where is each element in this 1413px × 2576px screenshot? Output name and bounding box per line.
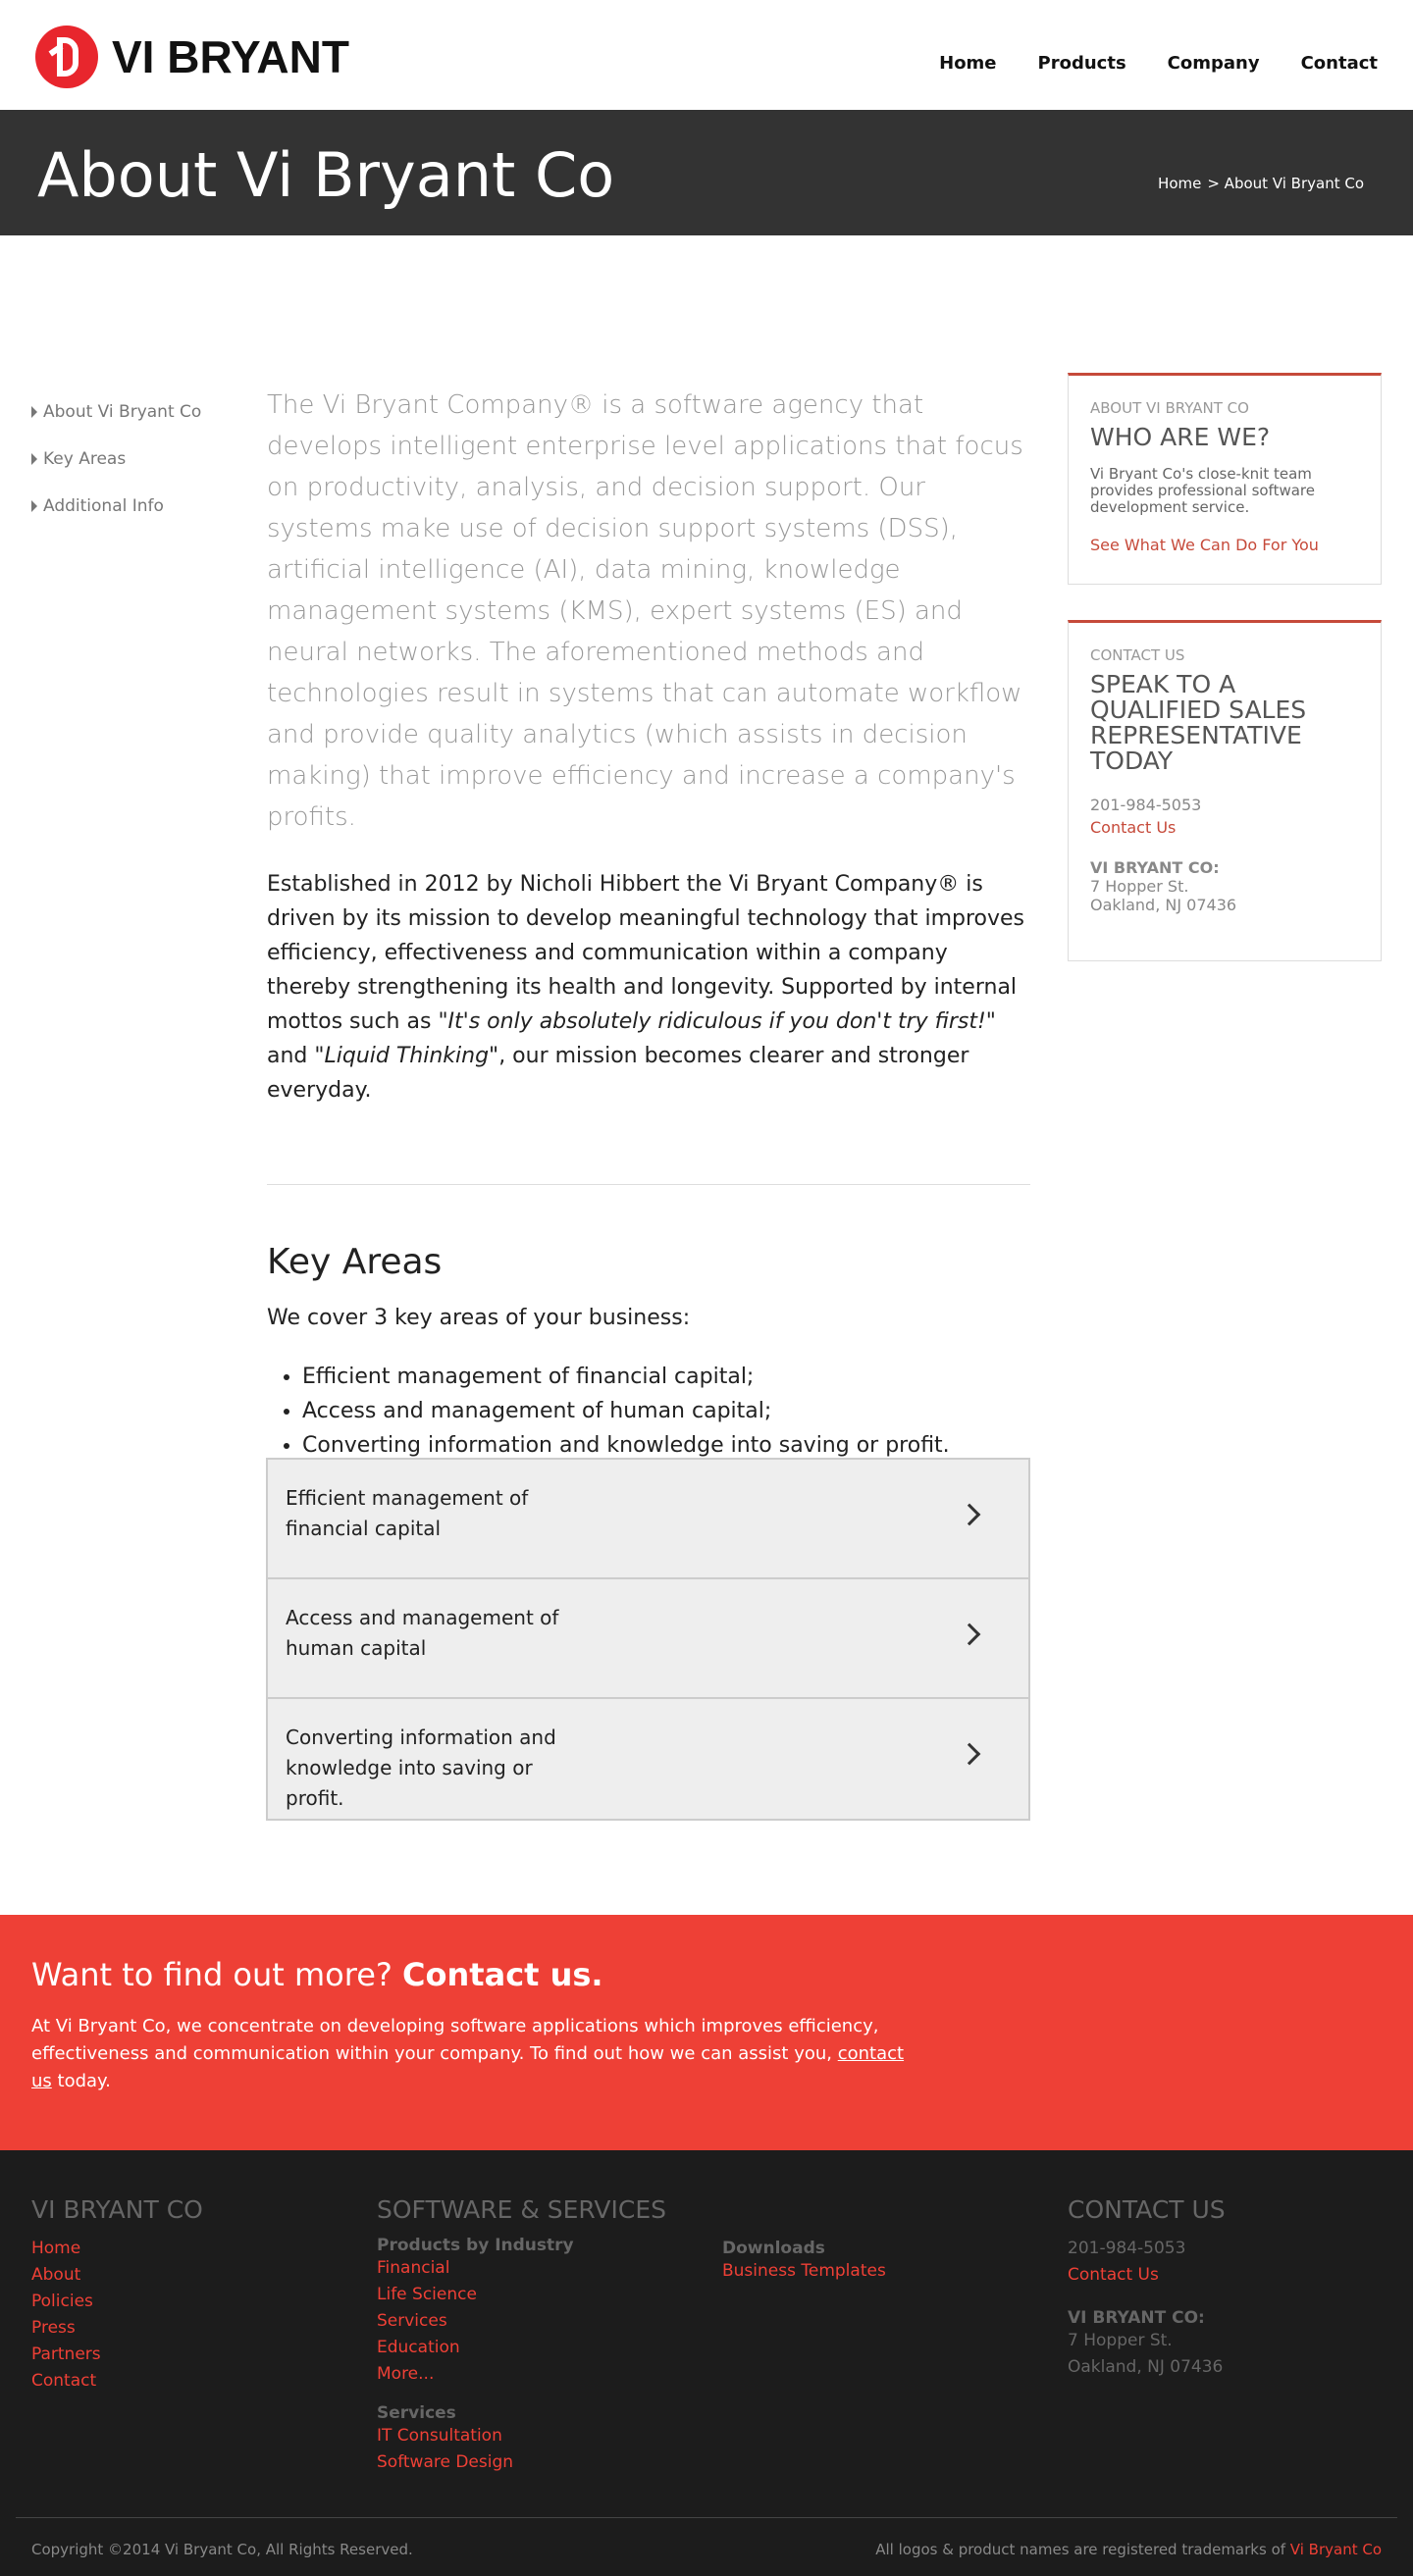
address-line-1: 7 Hopper St. bbox=[1090, 877, 1189, 896]
divider bbox=[267, 1184, 1030, 1185]
caret-right-icon bbox=[31, 453, 37, 465]
footer-col-downloads bbox=[722, 2239, 886, 2285]
accordion-label: Access and management of human capital bbox=[286, 1606, 559, 1660]
footer-col-company bbox=[31, 2195, 203, 2395]
nav-home[interactable]: Home bbox=[939, 53, 997, 74]
nav-contact[interactable]: Contact bbox=[1300, 53, 1378, 74]
footer-heading: VI BRYANT CO bbox=[31, 2195, 203, 2224]
list-item: • Access and management of human capital; bbox=[302, 1394, 1032, 1428]
logo-text: VI BRYANT bbox=[112, 31, 349, 82]
footer-link-partners[interactable]: Partners bbox=[31, 2344, 101, 2364]
footer-col-software bbox=[377, 2195, 666, 2476]
breadcrumb-home[interactable]: Home bbox=[1158, 175, 1202, 192]
cta-heading: Want to find out more? Contact us. bbox=[31, 1956, 603, 1993]
card-title: SPEAK TO A QUALIFIED SALES REPRESENTATIVE TODAY bbox=[1090, 670, 1307, 775]
footer-link-business-templates[interactable]: Business Templates bbox=[722, 2261, 886, 2281]
breadcrumb-current: > About Vi Bryant Co bbox=[1207, 175, 1364, 192]
footer-phone: 201-984-5053 bbox=[1068, 2239, 1186, 2258]
phone-number: 201-984-5053 bbox=[1090, 796, 1202, 814]
footer-address-1: 7 Hopper St. bbox=[1068, 2331, 1173, 2350]
footer-link-press[interactable]: Press bbox=[31, 2318, 76, 2338]
caret-right-icon bbox=[31, 406, 37, 418]
caret-right-icon bbox=[31, 500, 37, 512]
footer-link-about[interactable]: About bbox=[31, 2265, 81, 2285]
footer-contact-link[interactable]: Contact Us bbox=[1068, 2265, 1159, 2285]
accordion-item-financial[interactable] bbox=[268, 1460, 1028, 1579]
site-header bbox=[0, 0, 1413, 110]
key-areas-intro: We cover 3 key areas of your business: bbox=[267, 1306, 691, 1330]
key-areas-heading: Key Areas bbox=[267, 1242, 443, 1282]
card-eyebrow: CONTACT US bbox=[1090, 646, 1185, 664]
breadcrumb bbox=[1158, 175, 1364, 192]
logo-mark-icon bbox=[35, 26, 98, 88]
page-title-bar bbox=[0, 110, 1413, 235]
list-item: • Converting information and knowledge into saving or profit. bbox=[302, 1428, 1032, 1463]
footer-link-financial[interactable]: Financial bbox=[377, 2258, 450, 2278]
footer-address-2: Oakland, NJ 07436 bbox=[1068, 2357, 1224, 2377]
motto-1: "It's only absolutely ridiculous if you don't try first!" bbox=[438, 1009, 996, 1034]
footer-subheading: Products by Industry bbox=[377, 2236, 574, 2255]
motto-2: "Liquid Thinking" bbox=[314, 1044, 499, 1068]
copyright: Copyright ©2014 Vi Bryant Co, All Rights Reserved. bbox=[31, 2541, 413, 2558]
footer-link-services[interactable]: Services bbox=[377, 2311, 447, 2331]
footer-col-contact bbox=[1068, 2195, 1226, 2381]
footer-subheading: Downloads bbox=[722, 2239, 825, 2258]
cta-heading-bold: Contact us. bbox=[402, 1956, 603, 1993]
contact-us-link[interactable]: Contact Us bbox=[1090, 818, 1177, 837]
body-paragraph: Established in 2012 by Nicholi Hibbert the Vi Bryant Company® is driven by its mission to develop meaningful technology that improves efficiency, effectiveness and communication within a company thereby strengthening its health and longevity. Supported by internal mottos such as "It's only absolutely ridiculous if you don't try first!" and "Liquid Thinking", our mission becomes clearer and stronger everyday. bbox=[267, 872, 1024, 1103]
accordion-label: Efficient management of financial capital bbox=[286, 1486, 529, 1540]
who-are-we-card bbox=[1068, 373, 1382, 585]
accordion-label: Converting information and knowledge into saving or profit. bbox=[286, 1726, 556, 1810]
article bbox=[267, 385, 1032, 1463]
footer-link-more[interactable]: More... bbox=[377, 2364, 435, 2384]
key-areas-accordion bbox=[266, 1458, 1030, 1821]
nav-products[interactable]: Products bbox=[1037, 53, 1126, 74]
footer-link-contact[interactable]: Contact bbox=[31, 2371, 97, 2391]
footer-company-name: VI BRYANT CO: bbox=[1068, 2308, 1205, 2328]
list-item: • Efficient management of financial capital; bbox=[302, 1360, 1032, 1394]
card-text: Vi Bryant Co's close-knit team provides professional software development service. bbox=[1090, 465, 1315, 516]
chevron-right-icon bbox=[959, 1623, 981, 1646]
side-nav-item-additional-info[interactable]: Additional Info bbox=[31, 496, 201, 516]
footer-heading: CONTACT US bbox=[1068, 2195, 1226, 2224]
contact-card bbox=[1068, 620, 1382, 961]
chevron-right-icon bbox=[959, 1743, 981, 1766]
footer-divider bbox=[16, 2517, 1397, 2518]
footer-link-software-design[interactable]: Software Design bbox=[377, 2452, 514, 2472]
sidebar bbox=[1068, 373, 1382, 961]
site-footer bbox=[0, 2150, 1413, 2576]
footer-link-it-consultation[interactable]: IT Consultation bbox=[377, 2426, 502, 2446]
side-nav-item-about[interactable]: About Vi Bryant Co bbox=[31, 402, 201, 422]
accordion-item-human[interactable] bbox=[268, 1579, 1028, 1699]
cta-banner bbox=[0, 1915, 1413, 2150]
footer-heading: SOFTWARE & SERVICES bbox=[377, 2195, 667, 2224]
address-line-2: Oakland, NJ 07436 bbox=[1090, 896, 1237, 914]
main-nav bbox=[939, 53, 1378, 74]
side-nav-item-key-areas[interactable]: Key Areas bbox=[31, 449, 201, 469]
lead-paragraph: The Vi Bryant Company® is a software agency that develops intelligent enterprise level applications that focus on productivity, analysis, and decision support. Our systems make use of decision support systems (DSS), artificial intelligence (AI), data mining, knowledge management systems (KMS), expert systems (ES) and neural networks. The aforementioned methods and technologies result in systems that can automate workflow and provide quality analytics (which assists in decision making) that improve efficiency and increase a company's profits. bbox=[267, 390, 1023, 832]
footer-link-life-science[interactable]: Life Science bbox=[377, 2285, 477, 2304]
card-eyebrow: ABOUT VI BRYANT CO bbox=[1090, 399, 1249, 417]
nav-company[interactable]: Company bbox=[1167, 53, 1260, 74]
trademark-link[interactable]: Vi Bryant Co bbox=[1289, 2541, 1382, 2558]
footer-subheading: Services bbox=[377, 2403, 456, 2423]
cta-contact-link[interactable]: contact us bbox=[31, 2043, 905, 2091]
page-title: About Vi Bryant Co bbox=[37, 139, 615, 211]
chevron-right-icon bbox=[959, 1504, 981, 1526]
cta-text: At Vi Bryant Co, we concentrate on developing software applications which improves efficiency, effectiveness and communication within your company. To find out how we can assist you, contact us today. bbox=[31, 2016, 905, 2091]
key-areas-list bbox=[267, 1360, 1032, 1463]
side-nav bbox=[31, 402, 201, 543]
footer-link-home[interactable]: Home bbox=[31, 2239, 81, 2258]
logo[interactable] bbox=[35, 26, 349, 88]
trademark-notice: All logos & product names are registered trademarks of Vi Bryant Co bbox=[875, 2541, 1382, 2558]
company-name: VI BRYANT CO: bbox=[1090, 858, 1220, 877]
footer-link-policies[interactable]: Policies bbox=[31, 2292, 93, 2311]
main-content-area bbox=[0, 235, 1413, 1914]
footer-link-education[interactable]: Education bbox=[377, 2338, 460, 2357]
card-title: WHO ARE WE? bbox=[1090, 423, 1271, 451]
accordion-item-information[interactable] bbox=[268, 1699, 1028, 1819]
see-what-we-can-do-link[interactable]: See What We Can Do For You bbox=[1090, 536, 1319, 554]
